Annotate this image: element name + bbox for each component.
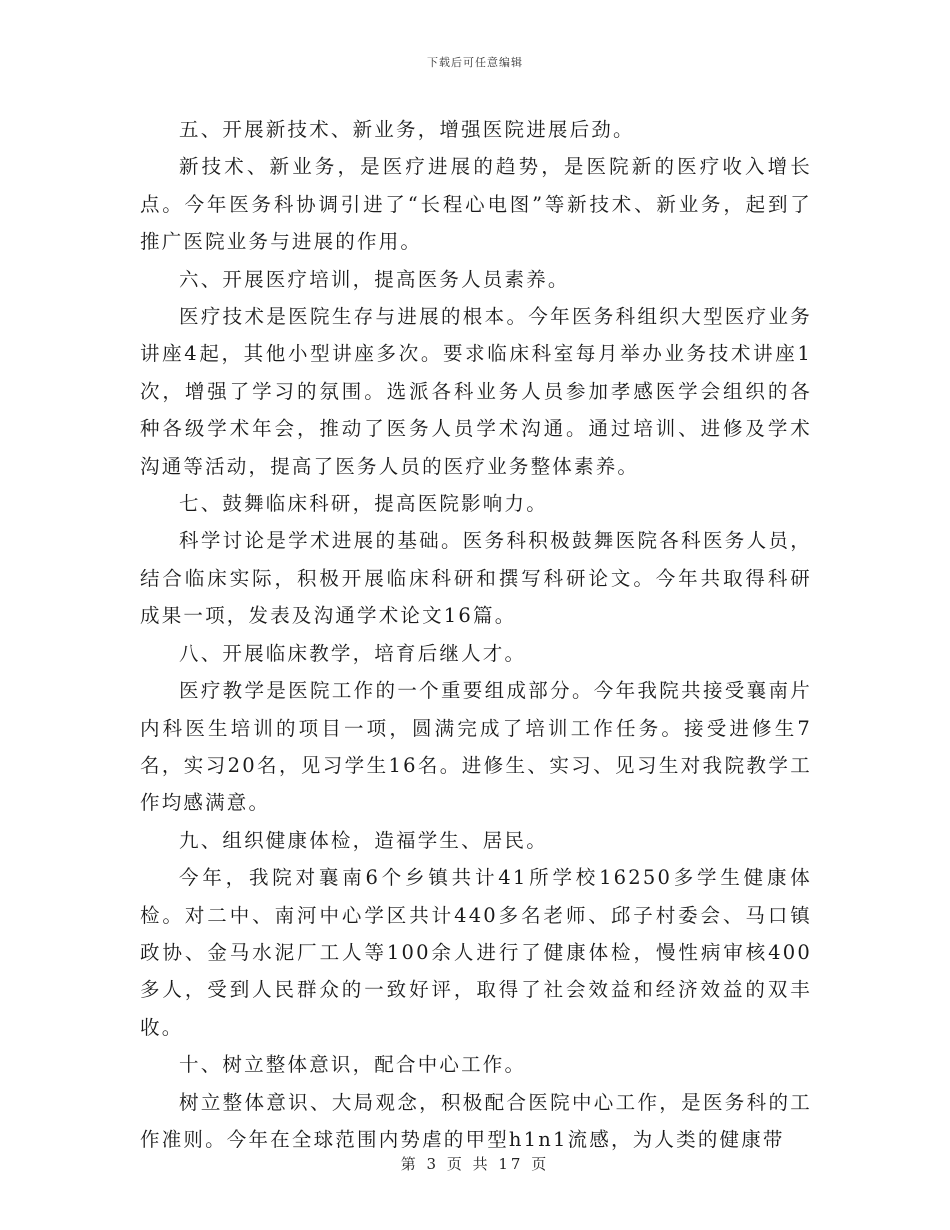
section-heading-6: 六、开展医疗培训，提高医务人员素养。	[179, 267, 570, 291]
section-heading-9: 九、组织健康体检，造福学生、居民。	[179, 828, 548, 852]
page-header: 下载后可任意编辑	[427, 56, 523, 69]
page-number-footer: 第 3 页 共 17 页	[400, 1155, 550, 1173]
paragraph-health-checkup: 今年，我院对襄南6个乡镇共计41所学校16250多学生健康体检。对二中、南河中心学区共计440多名老师、邱子村委会、马口镇政协、金马水泥厂工人等100余人进行了健康体检，慢性病审核400多人，受到人民群众的一致好评，取得了社会效益和经济效益的双丰收。	[140, 866, 812, 1039]
section-heading-7: 七、鼓舞临床科研，提高医院影响力。	[179, 492, 548, 516]
paragraph-clinical-research: 科学讨论是学术进展的基础。医务科积极鼓舞医院各科医务人员，结合临床实际，积极开展临床科研和撰写科研论文。今年共取得科研成果一项，发表及沟通学术论文16篇。	[140, 529, 812, 628]
section-heading-8: 八、开展临床教学，培育后继人才。	[179, 641, 527, 665]
section-heading-10: 十、树立整体意识，配合中心工作。	[179, 1053, 527, 1077]
paragraph-clinical-teaching: 医疗教学是医院工作的一个重要组成部分。今年我院共接受襄南片内科医生培训的项目一项，圆满完成了培训工作任务。接受进修生7名，实习20名，见习学生16名。进修生、实习、见习生对我院教学工作均感满意。	[140, 679, 812, 815]
section-heading-5: 五、开展新技术、新业务，增强医院进展后劲。	[179, 118, 635, 141]
document-body	[140, 111, 812, 1158]
paragraph-medical-training: 医疗技术是医院生存与进展的根本。今年医务科组织大型医疗业务讲座4起，其他小型讲座多次。要求临床科室每月举办业务技术讲座1次，增强了学习的氛围。选派各科业务人员参加孝感医学会组织的各种各级学术年会，推动了医务人员学术沟通。通过培训、进修及学术沟通等活动，提高了医务人员的医疗业务整体素养。	[140, 305, 812, 478]
paragraph-new-technology: 新技术、新业务，是医疗进展的趋势，是医院新的医疗收入增长点。今年医务科协调引进了“长程心电图”等新技术、新业务，起到了推广医院业务与进展的作用。	[140, 155, 812, 254]
paragraph-overall-awareness: 树立整体意识、大局观念，积极配合医院中心工作，是医务科的工作准则。今年在全球范围内势虐的甲型h1n1流感，为人类的健康带	[140, 1090, 812, 1151]
